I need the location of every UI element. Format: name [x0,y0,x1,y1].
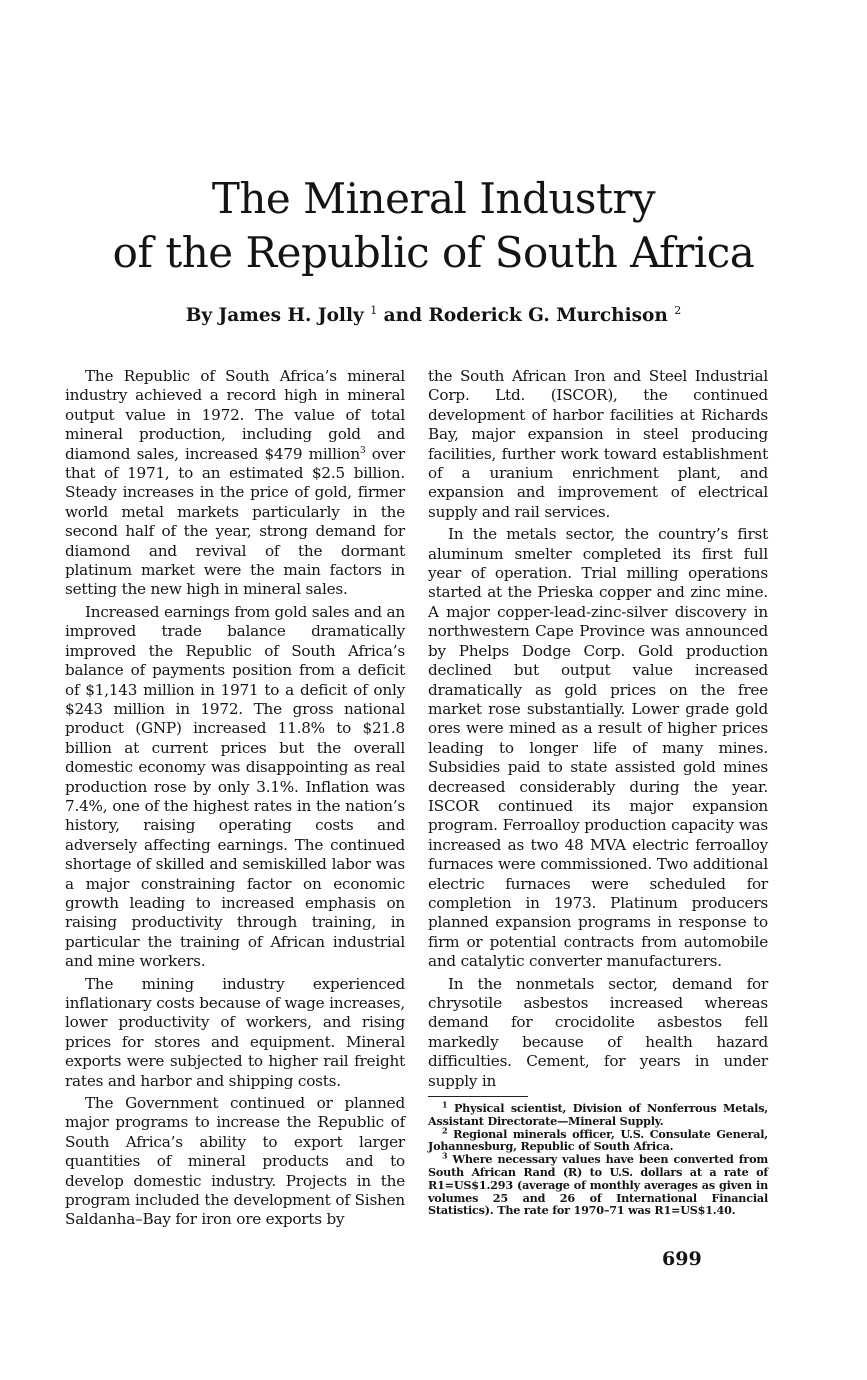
byline-connector: and [383,305,423,326]
footnote-1-mark: 1 [442,1099,448,1110]
article-title-line-2: of the Republic of South Africa [112,228,755,277]
byline [0,305,867,326]
footnote-1-text: Physical scientist, Division of Nonferrous Metals, Assistant Directorate—Mineral Supply. [428,1101,768,1128]
left-column [65,367,405,1233]
right-paragraph-2: In the metals sector, the country’s first aluminum smelter completed its first full year of operation. Trial milling operations started at the Prieska copper and zinc mine. A major copper-lead-zinc-silver discovery in northwestern Cape Province was announced by Phelps Dodge Corp. Gold production declined but output value increased dramatically as gold prices on the free market rose substantially. Lower grade gold ores were mined as a result of higher prices leading to longer life of many mines. Subsidies paid to state assisted gold mines decreased considerably during the year. ISCOR continued its major expansion program. Ferroalloy production capacity was increased as two 48 MVA electric ferroalloy furnaces were commissioned. Two additional electric furnaces were scheduled for completion in 1973. Platinum producers planned expansion programs in response to firm or potential contracts from automobile and catalytic converter manufacturers. [428,525,768,971]
footnotes [428,1099,769,1218]
left-paragraph-2: Increased earnings from gold sales and an improved trade balance dramatically improved the Republic of South Africa’s balance of payments position from a deficit of $1,143 million in 1971 to a deficit of only $243 million in 1972. The gross national product (GNP) increased 11.8% to $21.8 billion at current prices but the overall domestic economy was disappointing as real production rose by only 3.1%. Inflation was 7.4%, one of the highest rates in the nation’s history, raising operating costs and adversely affecting earnings. The continued shortage of skilled and semiskilled labor was a major constraining factor on economic growth leading to increased emphasis on raising productivity through training, in particular the training of African industrial and mine workers. [65,602,405,971]
author-1-name: James H. Jolly [218,305,364,326]
footnote-3-mark: 3 [442,1150,448,1161]
footnote-2 [428,1124,768,1154]
left-paragraph-1-text-b: over that of 1971, to an estimated $2.5 billion. Steady increases in the price of gold, firmer world metal markets particularly in the second half of the year, strong demand for diamond and revival of the dormant platinum market were the main factors in setting the new high in mineral sales. [65,444,405,599]
left-paragraph-1-text-a: The Republic of South Africa’s mineral industry achieved a record high in mineral output value in 1972. The value of total mineral production, including gold and diamond sales, increased $479 million [65,367,405,463]
right-paragraph-3: In the nonmetals sector, demand for chrysotile asbestos increased whereas demand for crocidolite asbestos fell markedly because of health hazard difficulties. Cement, for years in under supply in [428,974,768,1090]
footnote-separator [428,1096,528,1097]
left-paragraph-3: The mining industry experienced inflationary costs because of wage increases, lower productivity of workers, and rising prices for stores and equipment. Mineral exports were subjected to higher rail freight rates and harbor and shipping costs. [65,974,405,1090]
left-paragraph-1 [65,367,405,600]
footnote-ref-3: 3 [359,445,366,456]
author-1-footnote-ref: 1 [370,303,378,317]
author-2-name: Roderick G. Murchison [428,305,668,326]
author-2-footnote-ref: 2 [674,303,682,317]
footnote-2-mark: 2 [442,1124,448,1135]
right-column [428,367,768,1094]
right-paragraph-1: the South African Iron and Steel Industrial Corp. Ltd. (ISCOR), the continued development of harbor facilities at Richards Bay, major expansion in steel producing facilities, further work toward establishment of a uranium enrichment plant, and expansion and improvement of electrical supply and rail services. [428,367,768,521]
footnote-3-text: Where necessary values have been converted from South African Rand (R) to U.S. dollars at a rate of R1=US$1.293 (average of monthly averages as given in volumes 25 and 26 of International Financial Statistics). The rate for 1970–71 was R1=US$1.40. [428,1152,769,1218]
article-title-line-1: The Mineral Industry [211,174,656,223]
page-number: 699 [662,1248,702,1270]
byline-prefix: By [185,305,213,326]
footnote-2-text: Regional minerals officer, U.S. Consulate General, Johannesburg, Republic of South Africa. [428,1126,768,1154]
footnote-3 [428,1150,769,1218]
left-paragraph-4: The Government continued or planned major programs to increase the Republic of South Africa’s ability to export larger quantities of mineral products and to develop domestic industry. Projects in the program included the development of Sishen Saldanha–Bay for iron ore exports by [65,1094,405,1229]
footnote-1 [428,1099,768,1128]
